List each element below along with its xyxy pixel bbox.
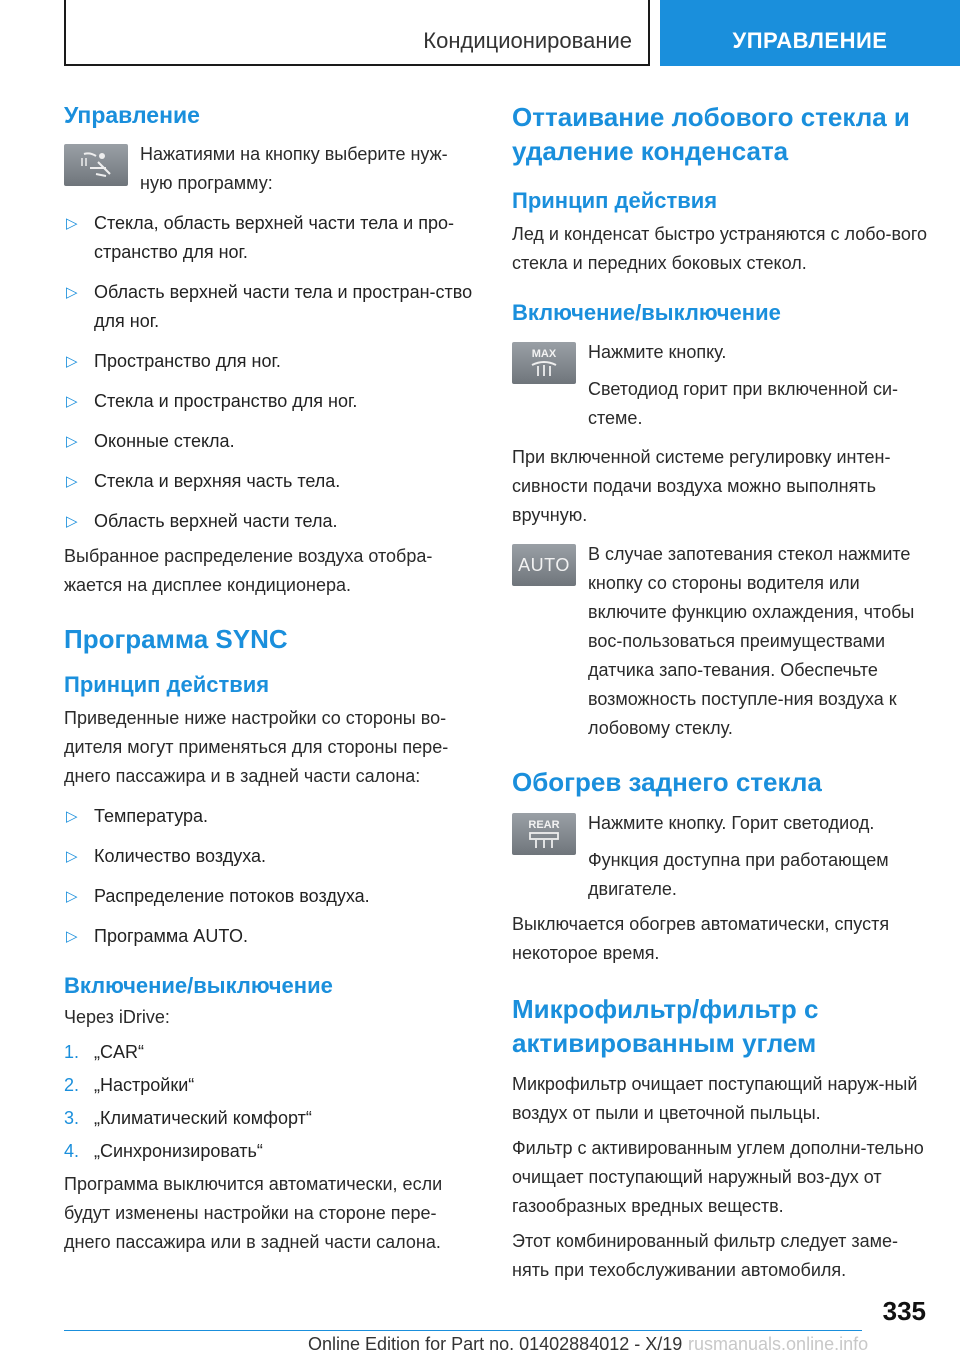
list-item: ▷ Программа AUTO. (64, 922, 474, 951)
triangle-bullet-icon: ▷ (66, 473, 78, 490)
defrost-led-text: Светодиод горит при включенной си-стеме. (588, 379, 899, 428)
list-item: ▷ Оконные стекла. (64, 427, 474, 456)
right-column (512, 100, 932, 1285)
list-item: ▷ Распределение потоков воздуха. (64, 882, 474, 911)
rear-button-row (512, 809, 932, 904)
rear-defrost-button-icon: REAR (512, 813, 576, 855)
defrost-fog-text: В случае запотевания стекол нажмите кнопку со стороны водителя или включите функцию охлаждения, чтобы вос-пользоваться преимуществами датчика запо-тевания. Обеспечьте возможность поступле-ния воздуха к лобовому стеклу. (588, 544, 915, 738)
list-item: ▷ Пространство для ног. (64, 347, 474, 376)
max-defrost-button-icon: MAX (512, 342, 576, 384)
control-heading: Управление (64, 102, 200, 128)
rear-heading: Обогрев заднего стекла (512, 767, 822, 797)
triangle-bullet-icon: ▷ (66, 353, 78, 370)
chapter-title: УПРАВЛЕНИЕ (732, 28, 888, 53)
control-text: Нажатиями на кнопку выберите нуж-ную программу: (140, 144, 448, 193)
left-column (64, 100, 474, 1257)
rear-function-text: Функция доступна при работающем двигателе. (588, 850, 889, 899)
defrost-principle-text: Лед и конденсат быстро устраняются с лобо-вого стекла и передних боковых стекол. (512, 224, 928, 273)
list-item: ▷ Стекла, область верхней части тела и про-странство для ног. (64, 209, 474, 267)
list-item: 2. „Настройки“ (64, 1075, 195, 1095)
footer-divider (64, 1330, 862, 1331)
list-item: 4. „Синхронизировать“ (64, 1141, 263, 1161)
defrost-onoff-heading: Включение/выключение (512, 300, 781, 325)
list-item: ▷ Область верхней части тела и простран-ство для ног. (64, 278, 474, 336)
sync-heading: Программа SYNC (64, 624, 288, 654)
page-number: 335 (882, 1296, 926, 1326)
list-item: 1. „CAR“ (64, 1042, 144, 1062)
filter-text-1: Микрофильтр очищает поступающий наруж-ный воздух от пыли и цветочной пыльцы. (512, 1074, 918, 1123)
defrost-regulate-text: При включенной системе регулировку интен-сивности подачи воздуха можно выполнять вручную. (512, 447, 891, 525)
triangle-bullet-icon: ▷ (66, 215, 78, 232)
sync-onoff-heading: Включение/выключение (64, 973, 333, 998)
triangle-bullet-icon: ▷ (66, 888, 78, 905)
filter-heading: Микрофильтр/фильтр с активированным углем (512, 994, 819, 1058)
control-list (64, 209, 474, 536)
triangle-bullet-icon: ▷ (66, 284, 78, 301)
sync-list (64, 802, 474, 951)
edition-text: Online Edition for Part no. 01402884012 - X/19 (308, 1334, 683, 1354)
section-title: Кондиционирование (423, 28, 632, 53)
header-section-tab (64, 0, 650, 66)
filter-text-3: Этот комбинированный фильтр следует заме-нять при техобслуживании автомобиля. (512, 1231, 899, 1280)
list-item: 3. „Климатический комфорт“ (64, 1108, 312, 1128)
list-item: ▷ Стекла и пространство для ног. (64, 387, 474, 416)
sync-steps (64, 1038, 474, 1166)
control-after-text: Выбранное распределение воздуха отобра-жается на дисплее кондиционера. (64, 546, 433, 595)
defrost-press-text: Нажмите кнопку. (588, 342, 727, 362)
defrost-heading: Оттаивание лобового стекла и удаление конденсата (512, 102, 910, 166)
max-button-row (512, 338, 932, 433)
watermark-text: rusmanuals.online.info (688, 1334, 869, 1354)
rear-off-text: Выключается обогрев автоматически, спустя некоторое время. (512, 914, 890, 963)
sync-onoff-intro: Через iDrive: (64, 1007, 170, 1027)
triangle-bullet-icon: ▷ (66, 393, 78, 410)
list-item: ▷ Стекла и верхняя часть тела. (64, 467, 474, 496)
triangle-bullet-icon: ▷ (66, 513, 78, 530)
triangle-bullet-icon: ▷ (66, 808, 78, 825)
triangle-bullet-icon: ▷ (66, 928, 78, 945)
triangle-bullet-icon: ▷ (66, 433, 78, 450)
sync-principle-heading: Принцип действия (64, 672, 270, 697)
control-button-row (64, 140, 474, 198)
defrost-principle-heading: Принцип действия (512, 188, 718, 213)
header-chapter-tab (660, 0, 960, 66)
list-item: ▷ Количество воздуха. (64, 842, 474, 871)
triangle-bullet-icon: ▷ (66, 848, 78, 865)
list-item: ▷ Температура. (64, 802, 474, 831)
list-item: ▷ Область верхней части тела. (64, 507, 474, 536)
sync-principle-text: Приведенные ниже настройки со стороны во-дителя могут применяться для стороны пере-днего пассажира и в задней части салона: (64, 708, 449, 786)
air-distribution-button-icon (64, 144, 128, 186)
sync-after-text: Программа выключится автоматически, если будут изменены настройки на стороне пере-днего пассажира или в задней части салона. (64, 1174, 443, 1252)
filter-text-2: Фильтр с активированным углем дополни-тельно очищает поступающий наружный воз-дух от газообразных вредных веществ. (512, 1138, 924, 1216)
auto-button-row (512, 540, 932, 743)
rear-press-text: Нажмите кнопку. Горит светодиод. (588, 813, 875, 833)
auto-button-icon: AUTO (512, 544, 576, 586)
